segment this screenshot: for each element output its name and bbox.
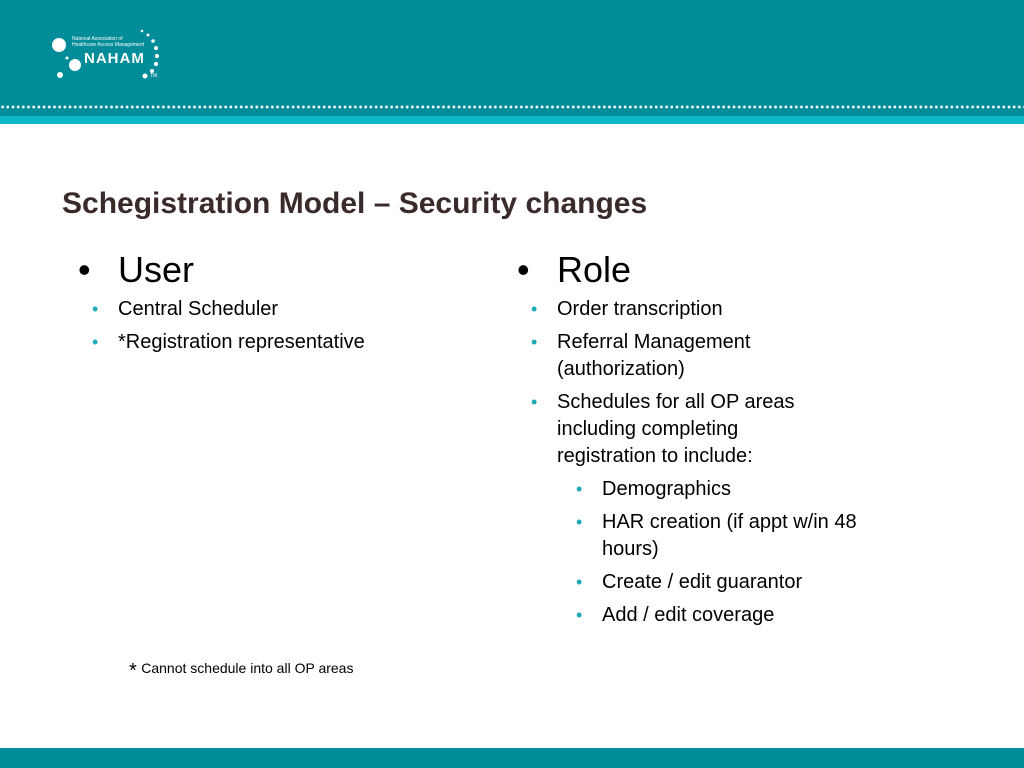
list-item [78,296,478,323]
list-item [78,329,478,356]
list-item-text: Central Scheduler [118,298,279,320]
list-item-text: Schedules for all OP areas including completing registration to include: [557,391,795,467]
sub-list-item-text: Demographics [602,478,731,500]
slide-title: Schegistration Model – Security changes [62,187,648,220]
bullet-icon: • [531,392,538,412]
footnote [129,660,353,683]
bullet-icon: • [531,332,538,352]
sub-list-item-text: HAR creation (if appt w/in 48 hours) [602,511,857,560]
dotted-divider [0,105,1024,109]
role-column [517,250,917,629]
bullet-icon: • [576,479,583,499]
bullet-icon: • [531,299,538,319]
bullet-icon: • [517,249,530,290]
bullet-icon: • [92,299,99,319]
logo-org-line2: Healthcare Access Management [72,42,144,48]
logo-trademark: TM [150,73,158,79]
list-item [517,329,782,383]
sub-list-item-text: Create / edit guarantor [602,571,803,593]
sub-list-item [517,569,917,596]
role-heading [517,250,917,290]
bullet-icon: • [78,249,91,290]
naham-logo [46,28,176,90]
sub-list-item [517,476,917,503]
list-item-text: Order transcription [557,298,723,320]
bullet-icon: • [576,605,583,625]
footnote-marker: * [129,660,137,682]
sub-list-item-text: Add / edit coverage [602,604,775,626]
list-item-text: Referral Management (authorization) [557,331,751,380]
sub-list-item [517,602,917,629]
logo-name: NAHAM [84,50,145,67]
user-column [78,250,478,356]
footnote-text: Cannot schedule into all OP areas [141,660,354,676]
list-item [517,389,827,470]
bullet-icon: • [92,332,99,352]
sub-list-item [517,509,902,563]
header-strip [0,116,1024,124]
bullet-icon: • [576,572,583,592]
bullet-icon: • [576,512,583,532]
role-heading-text: Role [557,249,632,290]
footer-bar [0,748,1024,768]
list-item-text: *Registration representative [118,331,365,353]
logo-org-line1: National Association of [72,36,123,42]
user-heading [78,250,478,290]
list-item [517,296,917,323]
user-heading-text: User [118,249,195,290]
header-banner [0,0,1024,124]
